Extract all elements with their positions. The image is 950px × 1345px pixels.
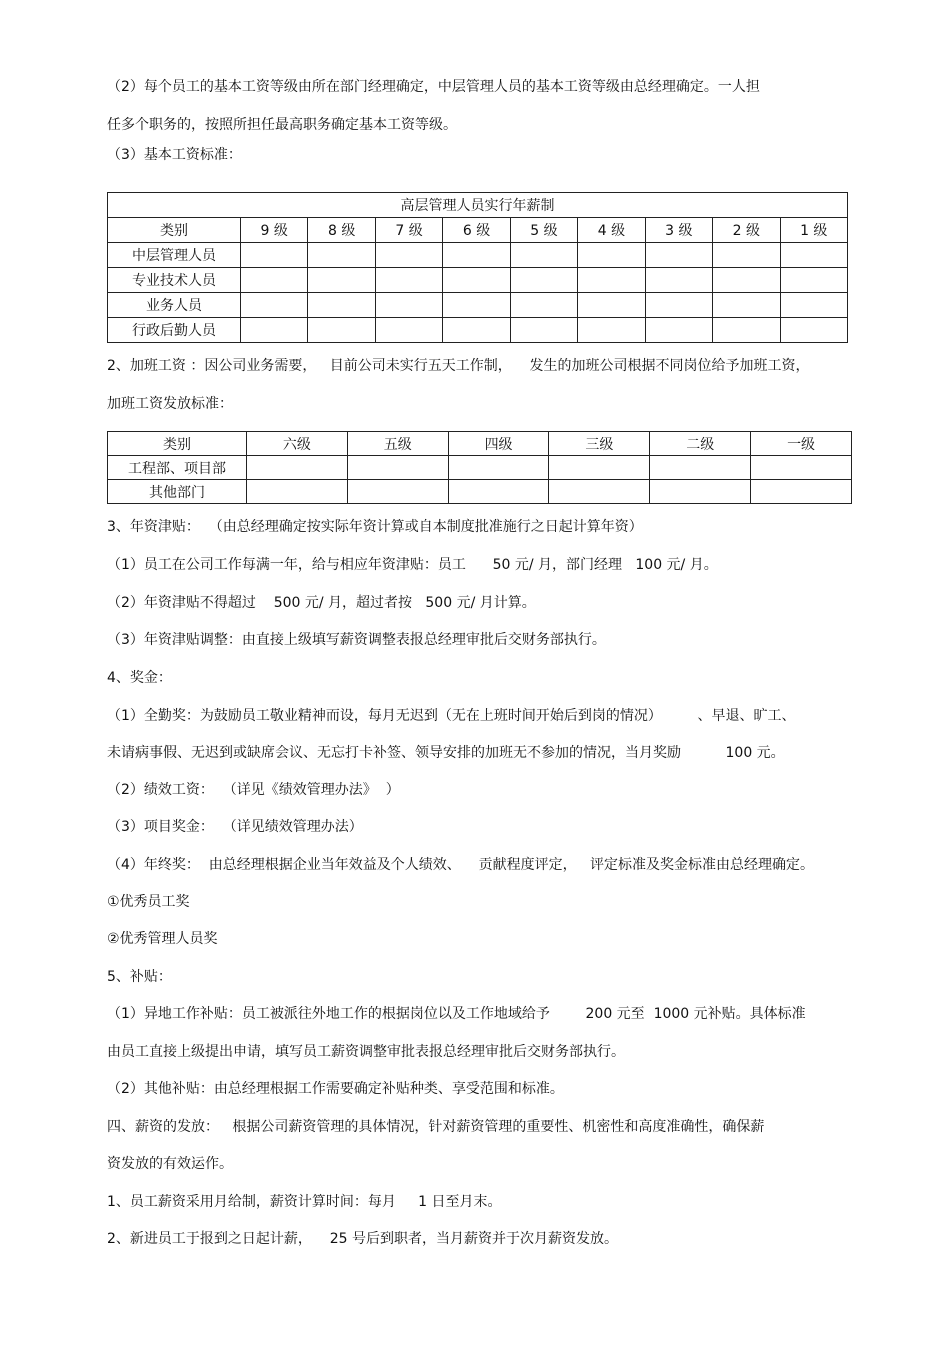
paragraph-line: （3）年资津贴调整：由直接上级填写薪资调整表报总经理审批后交财务部执行。 <box>107 632 606 648</box>
table-title: 高层管理人员实行年薪制 <box>108 193 848 218</box>
table-header: 四级 <box>448 432 549 456</box>
table-header: 三级 <box>549 432 650 456</box>
paragraph-line: （4）年终奖： 由总经理根据企业当年效益及个人绩效、 贡献程度评定， 评定标准及奖金标准由总经理确定。 <box>107 857 814 873</box>
table-cell <box>443 318 510 343</box>
table-header: 7 级 <box>375 218 442 243</box>
table-header: 1 级 <box>780 218 848 243</box>
table-cell <box>549 456 650 480</box>
table-cell <box>308 318 375 343</box>
table-row <box>108 456 852 480</box>
paragraph-line: 未请病事假、无迟到或缺席会议、无忘打卡补签、领导安排的加班无不参加的情况，当月奖励 100 元。 <box>107 745 785 761</box>
table-row <box>108 243 848 268</box>
paragraph-line: （2）每个员工的基本工资等级由所在部门经理确定，中层管理人员的基本工资等级由总经理确定。一人担 <box>107 79 760 95</box>
table-cell <box>650 480 751 504</box>
table-cell <box>645 243 712 268</box>
table-header: 2 级 <box>713 218 780 243</box>
paragraph-line: ①优秀员工奖 <box>107 894 190 910</box>
table-cell <box>308 268 375 293</box>
table-cell <box>375 268 442 293</box>
table-cell <box>713 318 780 343</box>
table-cell <box>578 318 645 343</box>
paragraph-line: 资发放的有效运作。 <box>107 1156 233 1172</box>
table-cell <box>241 268 308 293</box>
table-cell <box>549 480 650 504</box>
paragraph-line: 任多个职务的，按照所担任最高职务确定基本工资等级。 <box>107 117 457 133</box>
table-cell <box>713 268 780 293</box>
table-cell <box>780 243 848 268</box>
table-cell <box>578 243 645 268</box>
table-cell <box>510 318 577 343</box>
table-row <box>108 318 848 343</box>
table-header: 6 级 <box>443 218 510 243</box>
table-header: 5 级 <box>510 218 577 243</box>
paragraph-line: 1、员工薪资采用月给制，薪资计算时间：每月 1 日至月末。 <box>107 1194 502 1210</box>
table-header: 3 级 <box>645 218 712 243</box>
row-label: 中层管理人员 <box>108 243 241 268</box>
table-cell <box>375 318 442 343</box>
table-cell <box>308 243 375 268</box>
paragraph-line: （2）年资津贴不得超过 500 元/ 月，超过者按 500 元/ 月计算。 <box>107 595 536 611</box>
paragraph-line: 3、年资津贴： （由总经理确定按实际年资计算或自本制度批准施行之日起计算年资） <box>107 519 643 535</box>
paragraph-line: 5、补贴： <box>107 969 172 985</box>
paragraph-line: （1）异地工作补贴：员工被派往外地工作的根据岗位以及工作地域给予 200 元至 1000 元补贴。具体标准 <box>107 1006 806 1022</box>
table-cell <box>448 456 549 480</box>
paragraph-line: 2、新进员工于报到之日起计薪， 25 号后到职者，当月薪资并于次月薪资发放。 <box>107 1231 618 1247</box>
table-cell <box>645 318 712 343</box>
table-cell <box>751 480 852 504</box>
table-header: 类别 <box>108 218 241 243</box>
table-cell <box>713 293 780 318</box>
table-row <box>108 480 852 504</box>
table-cell <box>448 480 549 504</box>
paragraph-line: 由员工直接上级提出申请，填写员工薪资调整审批表报总经理审批后交财务部执行。 <box>107 1044 625 1060</box>
paragraph-line: 4、奖金： <box>107 670 172 686</box>
table-header: 一级 <box>751 432 852 456</box>
table-cell <box>780 268 848 293</box>
paragraph-line: 四、薪资的发放： 根据公司薪资管理的具体情况，针对薪资管理的重要性、机密性和高度准确性，确保薪 <box>107 1119 765 1135</box>
table-cell <box>443 268 510 293</box>
base-salary-table <box>107 192 848 343</box>
table-cell <box>780 293 848 318</box>
table-cell <box>713 243 780 268</box>
paragraph-line: （2）其他补贴：由总经理根据工作需要确定补贴种类、享受范围和标准。 <box>107 1081 564 1097</box>
table-cell <box>347 480 448 504</box>
table-header: 五级 <box>347 432 448 456</box>
table-header: 8 级 <box>308 218 375 243</box>
table-cell <box>308 293 375 318</box>
paragraph-line: （3）基本工资标准： <box>107 147 242 163</box>
table-header: 9 级 <box>241 218 308 243</box>
table-header: 类别 <box>108 432 247 456</box>
table-cell <box>645 293 712 318</box>
row-label: 其他部门 <box>108 480 247 504</box>
table-cell <box>650 456 751 480</box>
table-cell <box>510 293 577 318</box>
table-cell <box>751 456 852 480</box>
table-cell <box>241 293 308 318</box>
table-row <box>108 293 848 318</box>
table-cell <box>241 243 308 268</box>
paragraph-line: （2）绩效工资： （详见《绩效管理办法》 ） <box>107 782 400 798</box>
paragraph-line: ②优秀管理人员奖 <box>107 931 218 947</box>
row-label: 业务人员 <box>108 293 241 318</box>
table-cell <box>645 268 712 293</box>
table-header: 二级 <box>650 432 751 456</box>
table-cell <box>510 268 577 293</box>
table-cell <box>241 318 308 343</box>
paragraph-line: （1）员工在公司工作每满一年，给与相应年资津贴：员工 50 元/ 月，部门经理 100 元/ 月。 <box>107 557 718 573</box>
table-cell <box>578 293 645 318</box>
table-cell <box>247 456 348 480</box>
table-cell <box>347 456 448 480</box>
table-cell <box>247 480 348 504</box>
paragraph-line: （3）项目奖金： （详见绩效管理办法） <box>107 819 363 835</box>
paragraph-line: （1）全勤奖：为鼓励员工敬业精神而设，每月无迟到（无在上班时间开始后到岗的情况） 、早退、旷工、 <box>107 708 796 724</box>
paragraph-line: 2、加班工资 ：因公司业务需要， 目前公司未实行五天工作制， 发生的加班公司根据不同岗位给予加班工资， <box>107 358 810 374</box>
table-row <box>108 268 848 293</box>
table-cell <box>375 243 442 268</box>
row-label: 行政后勤人员 <box>108 318 241 343</box>
overtime-table <box>107 431 852 504</box>
table-header: 六级 <box>247 432 348 456</box>
table-header: 4 级 <box>578 218 645 243</box>
table-cell <box>375 293 442 318</box>
table-cell <box>510 243 577 268</box>
table-cell <box>443 243 510 268</box>
table-cell <box>578 268 645 293</box>
table-cell <box>780 318 848 343</box>
paragraph-line: 加班工资发放标准： <box>107 396 233 412</box>
row-label: 专业技术人员 <box>108 268 241 293</box>
row-label: 工程部、项目部 <box>108 456 247 480</box>
table-cell <box>443 293 510 318</box>
